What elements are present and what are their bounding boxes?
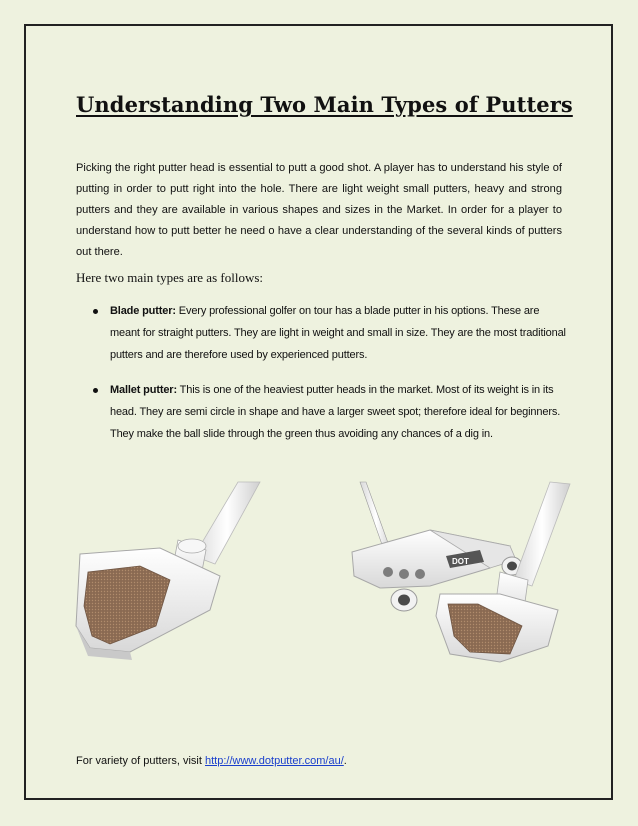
intro-paragraph: Picking the right putter head is essential to putt a good shot. A player has to understand his style of putting in order to putt right into the hole. There are light weight small putters, heavy and strong putters and they are available in various shapes and sizes in the Market. In order for a player to understand how to putt better he need o have a clear understanding of the several kinds of putters out there. (76, 162, 562, 259)
bullet-term: Blade putter: (110, 305, 176, 317)
page-title: Understanding Two Main Types of Putters (76, 92, 573, 118)
list-item-blade-putter (76, 301, 566, 366)
bullet-icon (93, 309, 98, 314)
footer-prefix: For variety of putters, visit (76, 755, 205, 767)
bullet-term: Mallet putter: (110, 384, 177, 397)
list-lead-text: Here two main types are as follows: (76, 270, 264, 285)
dotputter-link[interactable]: http://www.dotputter.com/au/ (204, 755, 344, 767)
mallet-putter-image (352, 482, 522, 611)
list-item-mallet-putter (76, 380, 566, 445)
putter-brand-label: DOT (452, 557, 469, 566)
bullet-text: Every professional golfer on tour has a blade putter in his options. These are meant for straight putters. They are light in weight and small in size. They are the most traditional putters and are therefore used by experienced putters. (110, 305, 566, 361)
blade-putter-image (76, 482, 260, 660)
footer-suffix: . (343, 755, 347, 767)
putters-photo (70, 476, 590, 686)
bullet-icon (93, 388, 98, 393)
footer-line (76, 755, 347, 767)
bullet-text: This is one of the heaviest putter heads in the market. Most of its weight is in its head. They are semi circle in shape and have a larger sweet spot; therefore ideal for beginners. They make the ball slide through the green thus avoiding any chances of a dig in. (110, 384, 561, 440)
putter-types-list (76, 301, 566, 460)
